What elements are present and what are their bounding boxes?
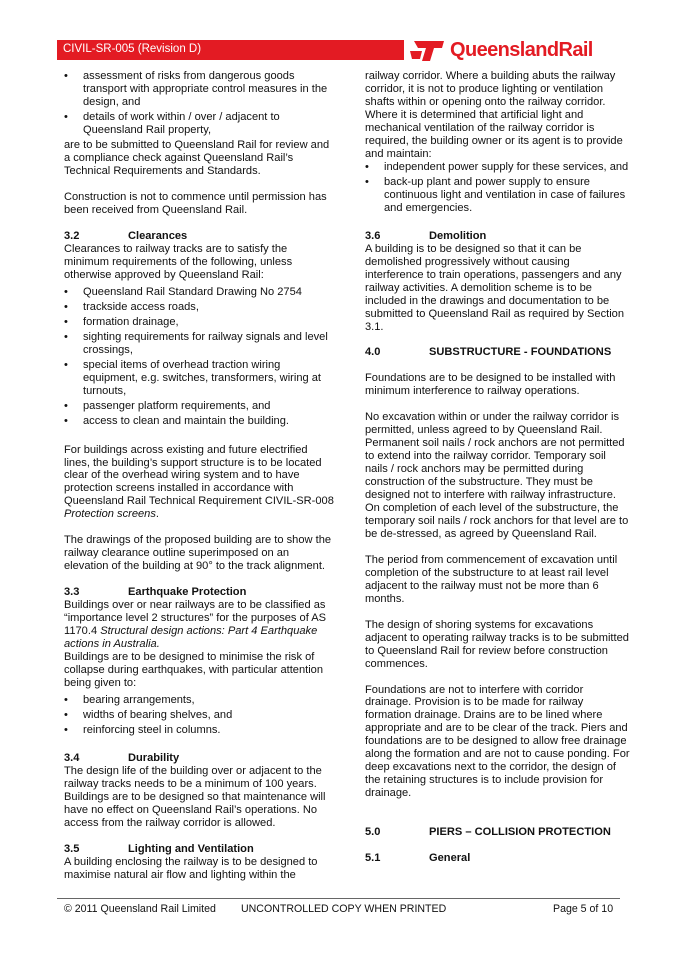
section-heading-3-5: 3.5 Lighting and Ventilation — [64, 842, 254, 855]
document-id: CIVIL-SR-005 (Revision D) — [63, 43, 202, 55]
earthquake-paragraph-1: Buildings over or near railways are to be classified as “importance level 2 structures” for the purposes of AS 1170.4 Structural design actions: Part 4 Earthquake actions in Australia. — [64, 599, 327, 650]
queensland-rail-logo — [408, 38, 620, 64]
foundations-paragraph-5: Foundations are not to interfere with corridor drainage. Provision is to be made for railway formation drainage. Drains are to be lined where appropriate and are to be clear of the track. Piers and foundations are to be designed to allow free drainage along the formation and are not to cause ponding. For deep excavations next to the corridor, the design of the retaining structures is to include provision for drainage. — [365, 683, 630, 800]
list-item: • independent power supply for these services, and — [365, 161, 631, 174]
list-item: • sighting requirements for railway signals and level crossings, — [64, 331, 334, 357]
footer-copyright: © 2011 Queensland Rail Limited — [64, 903, 216, 915]
list-item: • assessment of risks from dangerous goods transport with appropriate control measures in the design, and — [64, 70, 334, 109]
durability-paragraph-2: Buildings are to be designed so that maintenance will have no effect on Queensland Rail’s operations. No access from the railway corridor is allowed. — [64, 791, 326, 829]
earthquake-paragraph-2: Buildings are to be designed to minimise the risk of collapse during earthquakes, with particular attention being given to: — [64, 650, 324, 689]
foundations-paragraph-3: The period from commencement of excavation until completion of the substructure to at least rail level adjacent to the railway must not be more than 6 months. — [365, 553, 618, 605]
list-item: • access to clean and maintain the building. — [64, 415, 334, 428]
list-item: • trackside access roads, — [64, 301, 334, 314]
right-column — [365, 70, 631, 865]
list-item: • formation drainage, — [64, 316, 334, 329]
foundations-paragraph-2: No excavation within or under the railway corridor is permitted, unless agreed to by Queensland Rail. Permanent soil nails / rock anchors are not permitted to extend into the railway corridor. Temporary soil nails / rock anchors may be permitted during construction of the substructure. They must be designed not to interfere with railway infrastructure. On completion of each level of the substructure, the temporary soil nails / rock anchors for that level are to be de-stressed, as agreed by Queensland Rail. — [365, 411, 629, 540]
section-heading-4-0: 4.0 SUBSTRUCTURE - FOUNDATIONS — [365, 346, 612, 359]
section-heading-3-2: 3.2 Clearances — [64, 229, 188, 242]
section-heading-3-6: 3.6 Demolition — [365, 229, 487, 242]
foundations-paragraph-4: The design of shoring systems for excavations adjacent to operating railway tracks is to be submitted to Queensland Rail for review before construction commences. — [365, 618, 629, 670]
footer-rule — [57, 898, 620, 899]
demolition-paragraph: A building is to be designed so that it can be demolished progressively without causing interference to train operations, passengers and any railway activities. A demolition scheme is to be included in the drawings and documentation to be submitted to Queensland Rail as required by Section 3.1. — [365, 242, 625, 333]
lighting-list — [365, 161, 631, 215]
list-item: • back-up plant and power supply to ensure continuous light and ventilation in case of failures and emergencies. — [365, 176, 631, 215]
clearances-intro: Clearances to railway tracks are to satisfy the minimum requirements of the following, unless otherwise approved by Queensland Rail: — [64, 242, 293, 281]
lighting-paragraph-1: A building enclosing the railway is to be designed to maximise natural air flow and lighting within the — [64, 855, 318, 881]
section-heading-5-0: 5.0 PIERS – COLLISION PROTECTION — [365, 826, 611, 839]
earthquake-list — [64, 694, 334, 737]
qr-logo-mark-icon — [408, 39, 448, 63]
left-column — [64, 70, 334, 882]
paragraph-submit: are to be submitted to Queensland Rail for review and a compliance check against Queensland Rail’s Technical Requirements and Standards. — [64, 139, 330, 178]
list-item: • details of work within / over / adjacent to Queensland Rail property, — [64, 111, 334, 137]
list-item: • special items of overhead traction wiring equipment, e.g. switches, transformers, wiring at turnouts, — [64, 359, 334, 398]
lighting-paragraph-continued: railway corridor. Where a building abuts the railway corridor, it is not to produce lighting or ventilation shafts within or opening onto the railway corridor. Where it is determined that artificial light and mechanical ventilation of the railway corridor is required, the building owner or its agent is to provide and maintain: — [365, 70, 623, 160]
foundations-paragraph-1: Foundations are to be designed to be installed with minimum interference to railway operations. — [365, 372, 616, 398]
paragraph-drawings: The drawings of the proposed building are to show the railway clearance outline superimposed on an elevation of the building at 90° to the track alignment. — [64, 534, 332, 573]
paragraph-construction: Construction is not to commence until permission has been received from Queensland Rail. — [64, 191, 327, 216]
section-heading-5-1: 5.1 General — [365, 852, 471, 865]
footer-page-number: Page 5 of 10 — [553, 903, 614, 915]
logo-wordmark: QueenslandRail — [450, 39, 593, 61]
list-item: • Queensland Rail Standard Drawing No 2754 — [64, 286, 334, 299]
list-item: • passenger platform requirements, and — [64, 400, 334, 413]
section-heading-3-3: 3.3 Earthquake Protection — [64, 586, 247, 599]
clearances-list — [64, 286, 334, 429]
section-heading-3-4: 3.4 Durability — [64, 752, 180, 765]
paragraph-electrified: For buildings across existing and future electrified lines, the building’s support structure is to be located clear of the overhead wiring system and to have protection screens installed in accordance with Queensland Rail Technical Requirement CIVIL-SR-008 Protection screens. — [64, 443, 334, 521]
list-item: • widths of bearing shelves, and — [64, 709, 334, 722]
durability-paragraph-1: The design life of the building over or adjacent to the railway tracks needs to be a minimum of 100 years. — [64, 765, 322, 791]
document-header-bar — [57, 40, 404, 60]
list-item: • bearing arrangements, — [64, 694, 334, 707]
footer-uncontrolled-notice: UNCONTROLLED COPY WHEN PRINTED — [241, 903, 447, 915]
requirements-list — [64, 70, 334, 137]
list-item: • reinforcing steel in columns. — [64, 724, 334, 737]
